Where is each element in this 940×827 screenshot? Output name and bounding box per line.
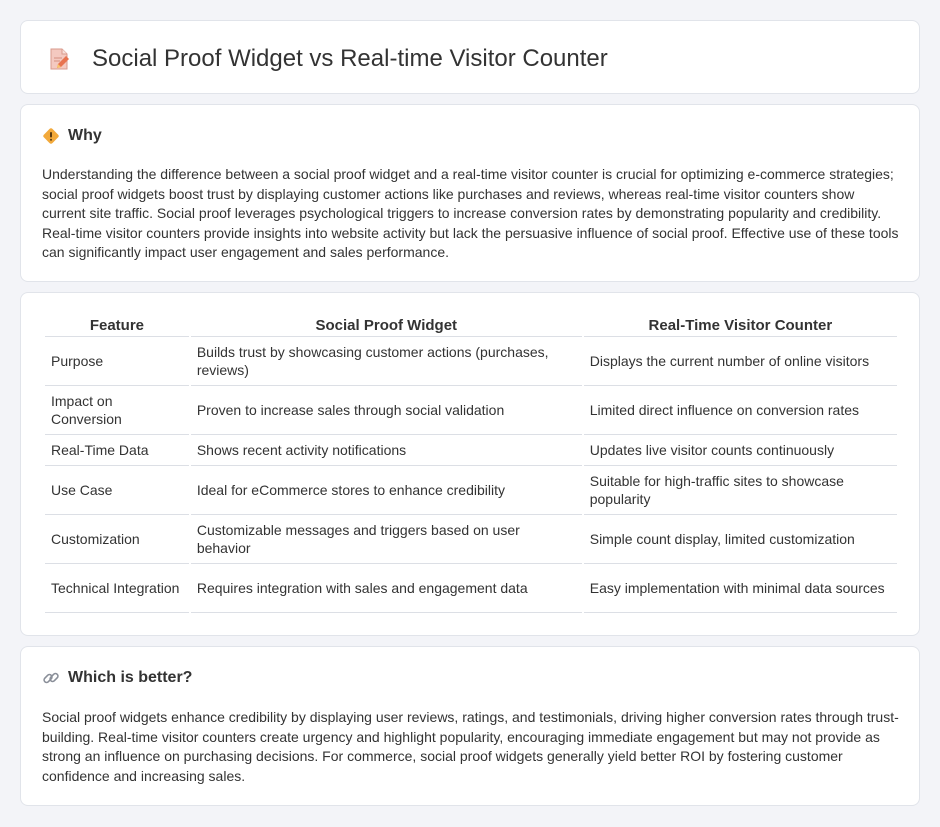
- table-cell-visitor-counter: Limited direct influence on conversion rates: [584, 386, 897, 435]
- table-cell-visitor-counter: Easy implementation with minimal data sources: [584, 564, 897, 613]
- table-row: [45, 564, 897, 613]
- table-cell-social-proof: Proven to increase sales through social validation: [191, 386, 582, 435]
- why-heading-label: Why: [68, 127, 102, 144]
- table-row: [45, 466, 897, 515]
- table-header-row: [45, 317, 897, 337]
- warning-diamond-icon: [42, 127, 60, 145]
- table-row: [45, 386, 897, 435]
- document-pencil-icon: [48, 47, 70, 71]
- table-cell-social-proof: Requires integration with sales and engagement data: [191, 564, 582, 613]
- table-cell-social-proof: Shows recent activity notifications: [191, 435, 582, 466]
- page-title: Social Proof Widget vs Real-time Visitor Counter: [92, 45, 608, 72]
- why-text: Understanding the difference between a social proof widget and a real-time visitor counter is crucial for optimizing e-commerce strategies; social proof widgets boost trust by displaying customer actions like purchases and reviews, whereas real-time visitor counters show current site traffic. Social proof leverages psychological triggers to increase conversion rates by demonstrating popularity and credibility. Real-time visitor counters provide insights into website activity but lack the persuasive influence of social proof. Effective use of these tools can significantly impact user engagement and sales performance.: [42, 166, 899, 261]
- table-cell-feature: Use Case: [45, 466, 189, 515]
- column-header-visitor-counter: Real-Time Visitor Counter: [584, 317, 897, 337]
- table-cell-feature: Customization: [45, 515, 189, 564]
- which-is-better-section: [20, 646, 920, 806]
- table-cell-social-proof: Builds trust by showcasing customer actions (purchases, reviews): [191, 337, 582, 386]
- link-icon: [42, 669, 60, 687]
- comparison-table: [43, 317, 899, 613]
- table-cell-feature: Technical Integration: [45, 564, 189, 613]
- table-cell-feature: Real-Time Data: [45, 435, 189, 466]
- table-cell-visitor-counter: Simple count display, limited customization: [584, 515, 897, 564]
- table-cell-social-proof: Customizable messages and triggers based on user behavior: [191, 515, 582, 564]
- table-cell-social-proof: Ideal for eCommerce stores to enhance credibility: [191, 466, 582, 515]
- table-cell-feature: Impact on Conversion: [45, 386, 189, 435]
- comparison-section: [20, 292, 920, 636]
- table-row: [45, 515, 897, 564]
- table-cell-visitor-counter: Displays the current number of online visitors: [584, 337, 897, 386]
- better-text: Social proof widgets enhance credibility by displaying user reviews, ratings, and testimonials, driving higher conversion rates through trust-building. Real-time visitor counters create urgency and highlight popularity, encouraging immediate engagement but may not provide as strong an influence on purchasing decisions. For commerce, social proof widgets generally yield better ROI by fostering customer confidence and increasing sales.: [42, 709, 899, 784]
- column-header-social-proof: Social Proof Widget: [191, 317, 582, 337]
- why-heading: [42, 127, 102, 145]
- table-row: [45, 337, 897, 386]
- table-row: [45, 435, 897, 466]
- column-header-feature: Feature: [45, 317, 189, 337]
- better-heading: [42, 669, 192, 687]
- why-section: [20, 104, 920, 282]
- table-cell-feature: Purpose: [45, 337, 189, 386]
- table-cell-visitor-counter: Updates live visitor counts continuously: [584, 435, 897, 466]
- header-card: [20, 20, 920, 94]
- table-cell-visitor-counter: Suitable for high-traffic sites to showcase popularity: [584, 466, 897, 515]
- better-heading-label: Which is better?: [68, 669, 193, 686]
